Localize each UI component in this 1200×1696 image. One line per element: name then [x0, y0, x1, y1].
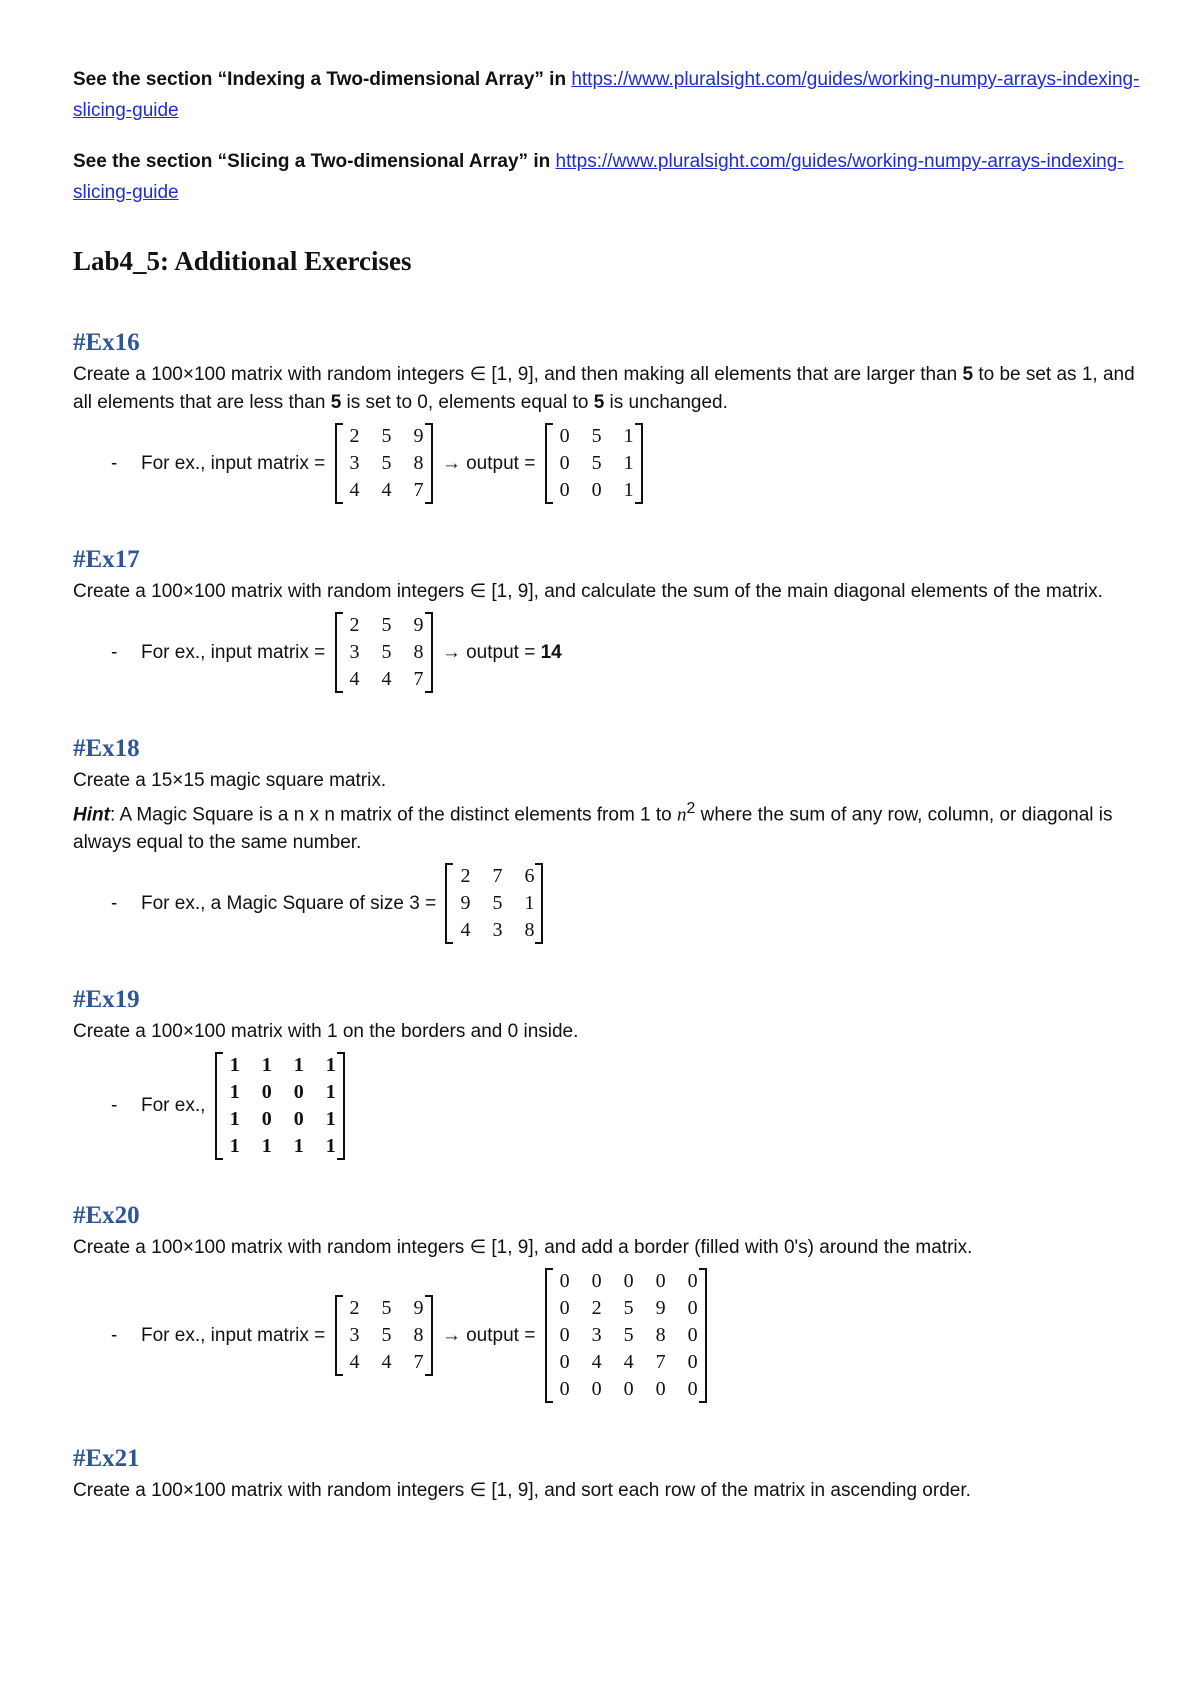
arrow-output-label: → output = — [436, 641, 541, 663]
matrix-cell: 5 — [381, 425, 392, 447]
reference-indexing — [73, 64, 1143, 126]
matrix-cell: 4 — [381, 668, 392, 690]
matrix-cell: 8 — [413, 1324, 424, 1347]
arrow-output-label: → output = — [436, 1324, 541, 1346]
matrix-cell: 7 — [492, 865, 503, 888]
matrix-cell: 9 — [413, 1297, 424, 1320]
matrix-cell: 0 — [655, 1378, 666, 1401]
matrix-cell: 0 — [293, 1081, 304, 1104]
matrix-cell: 1 — [293, 1135, 304, 1158]
bullet-dash: - — [111, 1095, 118, 1117]
example-label: For ex., — [141, 1095, 211, 1117]
matrix-cell: 4 — [591, 1351, 602, 1374]
matrix-cell: 4 — [381, 1351, 392, 1374]
matrix-cell: 5 — [492, 892, 503, 915]
matrix-row — [554, 1322, 698, 1349]
bullet-dash: - — [111, 892, 118, 914]
example-label: For ex., a Magic Square of size 3 = — [141, 892, 442, 914]
matrix-cell: 1 — [293, 1054, 304, 1077]
exercise-hint: Hint: A Magic Square is a n x n matrix of the distinct elements from 1 to $n^2$ where the sum of any row, column, or diagonal is always equal to the same number. — [73, 800, 1113, 854]
matrix-row — [224, 1079, 336, 1106]
exercise-title: #Ex20 — [73, 1202, 140, 1230]
example-row — [73, 1052, 1143, 1160]
matrix-cell: 1 — [261, 1135, 272, 1158]
reference-lead: See the section “Slicing a Two-dimensional Array” in — [73, 151, 556, 172]
matrix-row — [554, 1268, 698, 1295]
matrix-cell: 0 — [559, 452, 570, 474]
matrix-cell: 0 — [261, 1108, 272, 1131]
matrix-cell: 4 — [349, 1351, 360, 1374]
matrix-cell: 0 — [559, 1351, 570, 1374]
matrix-cell: 7 — [413, 1351, 424, 1374]
matrix-cell: 0 — [591, 1378, 602, 1401]
matrix-cell: 5 — [381, 1297, 392, 1320]
reference-slicing — [73, 146, 1143, 208]
matrix-row — [554, 423, 634, 450]
example-row — [73, 612, 1143, 693]
matrix-cell: 1 — [229, 1108, 240, 1131]
matrix-cell: 0 — [293, 1108, 304, 1131]
matrix-cell: 1 — [229, 1135, 240, 1158]
matrix-cell: 5 — [381, 614, 392, 636]
magic-square-matrix — [445, 863, 543, 944]
matrix-cell: 0 — [559, 1324, 570, 1347]
matrix-row — [554, 450, 634, 477]
matrix-cell: 0 — [687, 1351, 698, 1374]
matrix-cell: 0 — [559, 1270, 570, 1293]
exercise-description: Create a 100×100 matrix with random integers ∈ [1, 9], and add a border (filled with 0's) around the matrix. — [73, 1237, 973, 1259]
example-row — [73, 863, 1143, 944]
example-row — [73, 423, 1143, 504]
matrix-cell: 1 — [325, 1054, 336, 1077]
matrix-cell: 0 — [591, 1270, 602, 1293]
matrix-row — [554, 1376, 698, 1403]
matrix-cell: 3 — [591, 1324, 602, 1347]
matrix-cell: 0 — [559, 479, 570, 501]
matrix-cell: 4 — [460, 919, 471, 942]
document-page — [73, 64, 1143, 1505]
matrix-cell: 0 — [261, 1081, 272, 1104]
exercise-21 — [73, 1445, 1143, 1505]
example-label: For ex., input matrix = — [141, 641, 331, 663]
matrix-cell: 4 — [349, 668, 360, 690]
matrix-cell: 2 — [591, 1297, 602, 1320]
exercise-title: #Ex17 — [73, 546, 140, 573]
matrix-row — [344, 666, 424, 693]
input-matrix — [335, 423, 433, 504]
exercise-title: #Ex16 — [73, 329, 140, 356]
exercise-title: #Ex21 — [73, 1445, 140, 1473]
exercise-18 — [73, 735, 1143, 944]
exercise-description: Create a 100×100 matrix with 1 on the borders and 0 inside. — [73, 1021, 579, 1043]
matrix-cell: 8 — [413, 452, 424, 474]
bullet-dash: - — [111, 452, 118, 474]
matrix-cell: 0 — [623, 1378, 634, 1401]
matrix-cell: 0 — [687, 1270, 698, 1293]
reference-lead: See the section “Indexing a Two-dimensional Array” in — [73, 69, 572, 90]
lab-title: Lab4_5: Additional Exercises — [73, 246, 412, 276]
matrix-cell: 8 — [524, 919, 535, 942]
matrix-cell: 1 — [229, 1054, 240, 1077]
matrix-cell: 6 — [524, 865, 535, 888]
matrix-cell: 1 — [623, 479, 634, 501]
matrix-cell: 5 — [623, 1297, 634, 1320]
matrix-cell: 1 — [261, 1054, 272, 1077]
matrix-row — [344, 1349, 424, 1376]
matrix-cell: 1 — [325, 1108, 336, 1131]
matrix-cell: 5 — [381, 452, 392, 474]
matrix-cell: 4 — [623, 1351, 634, 1374]
example-label: For ex., input matrix = — [141, 1324, 331, 1346]
exercise-16 — [73, 329, 1143, 504]
matrix-row — [344, 477, 424, 504]
matrix-cell: 2 — [349, 1297, 360, 1320]
matrix-cell: 3 — [492, 919, 503, 942]
matrix-cell: 9 — [413, 614, 424, 636]
matrix-cell: 0 — [687, 1297, 698, 1320]
arrow-output-label: → output = — [436, 452, 541, 474]
matrix-cell: 2 — [349, 614, 360, 636]
matrix-cell: 1 — [325, 1081, 336, 1104]
matrix-row — [224, 1106, 336, 1133]
matrix-cell: 3 — [349, 452, 360, 474]
matrix-row — [344, 423, 424, 450]
matrix-cell: 5 — [591, 425, 602, 447]
matrix-cell: 1 — [623, 425, 634, 447]
example-row — [73, 1268, 1143, 1403]
matrix-row — [554, 1349, 698, 1376]
matrix-cell: 5 — [591, 452, 602, 474]
output-matrix — [545, 1268, 707, 1403]
matrix-cell: 7 — [655, 1351, 666, 1374]
matrix-row — [344, 1322, 424, 1349]
matrix-cell: 9 — [460, 892, 471, 915]
matrix-cell: 1 — [325, 1135, 336, 1158]
border-matrix — [215, 1052, 345, 1160]
input-matrix — [335, 1295, 433, 1376]
matrix-row — [344, 450, 424, 477]
example-label: For ex., input matrix = — [141, 452, 331, 474]
reference-link[interactable]: https://www.pluralsight.com/guides/working-numpy-arrays-indexing-slicing-guide — [73, 69, 1140, 121]
matrix-cell: 3 — [349, 1324, 360, 1347]
matrix-row — [344, 639, 424, 666]
matrix-row — [454, 890, 534, 917]
matrix-cell: 8 — [413, 641, 424, 663]
matrix-row — [344, 612, 424, 639]
matrix-cell: 8 — [655, 1324, 666, 1347]
matrix-cell: 0 — [559, 1378, 570, 1401]
matrix-cell: 9 — [655, 1297, 666, 1320]
matrix-cell: 7 — [413, 479, 424, 501]
exercise-title: #Ex19 — [73, 986, 140, 1014]
matrix-cell: 1 — [524, 892, 535, 915]
matrix-cell: 7 — [413, 668, 424, 690]
matrix-cell: 1 — [229, 1081, 240, 1104]
hint-label: Hint — [73, 804, 110, 826]
exercise-17 — [73, 546, 1143, 693]
matrix-row — [224, 1052, 336, 1079]
exercise-20 — [73, 1202, 1143, 1403]
matrix-cell: 4 — [381, 479, 392, 501]
exercise-description: Create a 15×15 magic square matrix. — [73, 770, 387, 791]
matrix-cell: 2 — [460, 865, 471, 888]
bullet-dash: - — [111, 641, 118, 663]
matrix-cell: 0 — [687, 1378, 698, 1401]
matrix-cell: 5 — [381, 1324, 392, 1347]
exercise-description: Create a 100×100 matrix with random integers ∈ [1, 9], and then making all elements that are larger than 5 to be set as 1, and all elements that are less than 5 is set to 0, elements equal to 5 is unchanged. — [73, 364, 1135, 413]
exercise-description: Create a 100×100 matrix with random integers ∈ [1, 9], and calculate the sum of the main diagonal elements of the matrix. — [73, 581, 1103, 602]
bullet-dash: - — [111, 1324, 118, 1346]
matrix-cell: 0 — [623, 1270, 634, 1293]
matrix-cell: 0 — [687, 1324, 698, 1347]
output-value: 14 — [540, 641, 562, 663]
matrix-cell: 4 — [349, 479, 360, 501]
exercise-19 — [73, 986, 1143, 1160]
matrix-cell: 1 — [623, 452, 634, 474]
matrix-cell: 2 — [349, 425, 360, 447]
matrix-cell: 0 — [559, 425, 570, 447]
matrix-row — [554, 477, 634, 504]
matrix-row — [454, 863, 534, 890]
matrix-row — [344, 1295, 424, 1322]
matrix-row — [224, 1133, 336, 1160]
matrix-cell: 5 — [381, 641, 392, 663]
exercise-title: #Ex18 — [73, 735, 140, 762]
input-matrix — [335, 612, 433, 693]
output-matrix — [545, 423, 643, 504]
matrix-cell: 3 — [349, 641, 360, 663]
matrix-cell: 0 — [559, 1297, 570, 1320]
matrix-cell: 9 — [413, 425, 424, 447]
matrix-cell: 0 — [655, 1270, 666, 1293]
matrix-row — [454, 917, 534, 944]
reference-link[interactable]: https://www.pluralsight.com/guides/working-numpy-arrays-indexing-slicing-guide — [73, 151, 1124, 203]
exercise-description: Create a 100×100 matrix with random integers ∈ [1, 9], and sort each row of the matrix in ascending order. — [73, 1480, 971, 1502]
matrix-cell: 0 — [591, 479, 602, 501]
matrix-row — [554, 1295, 698, 1322]
matrix-cell: 5 — [623, 1324, 634, 1347]
